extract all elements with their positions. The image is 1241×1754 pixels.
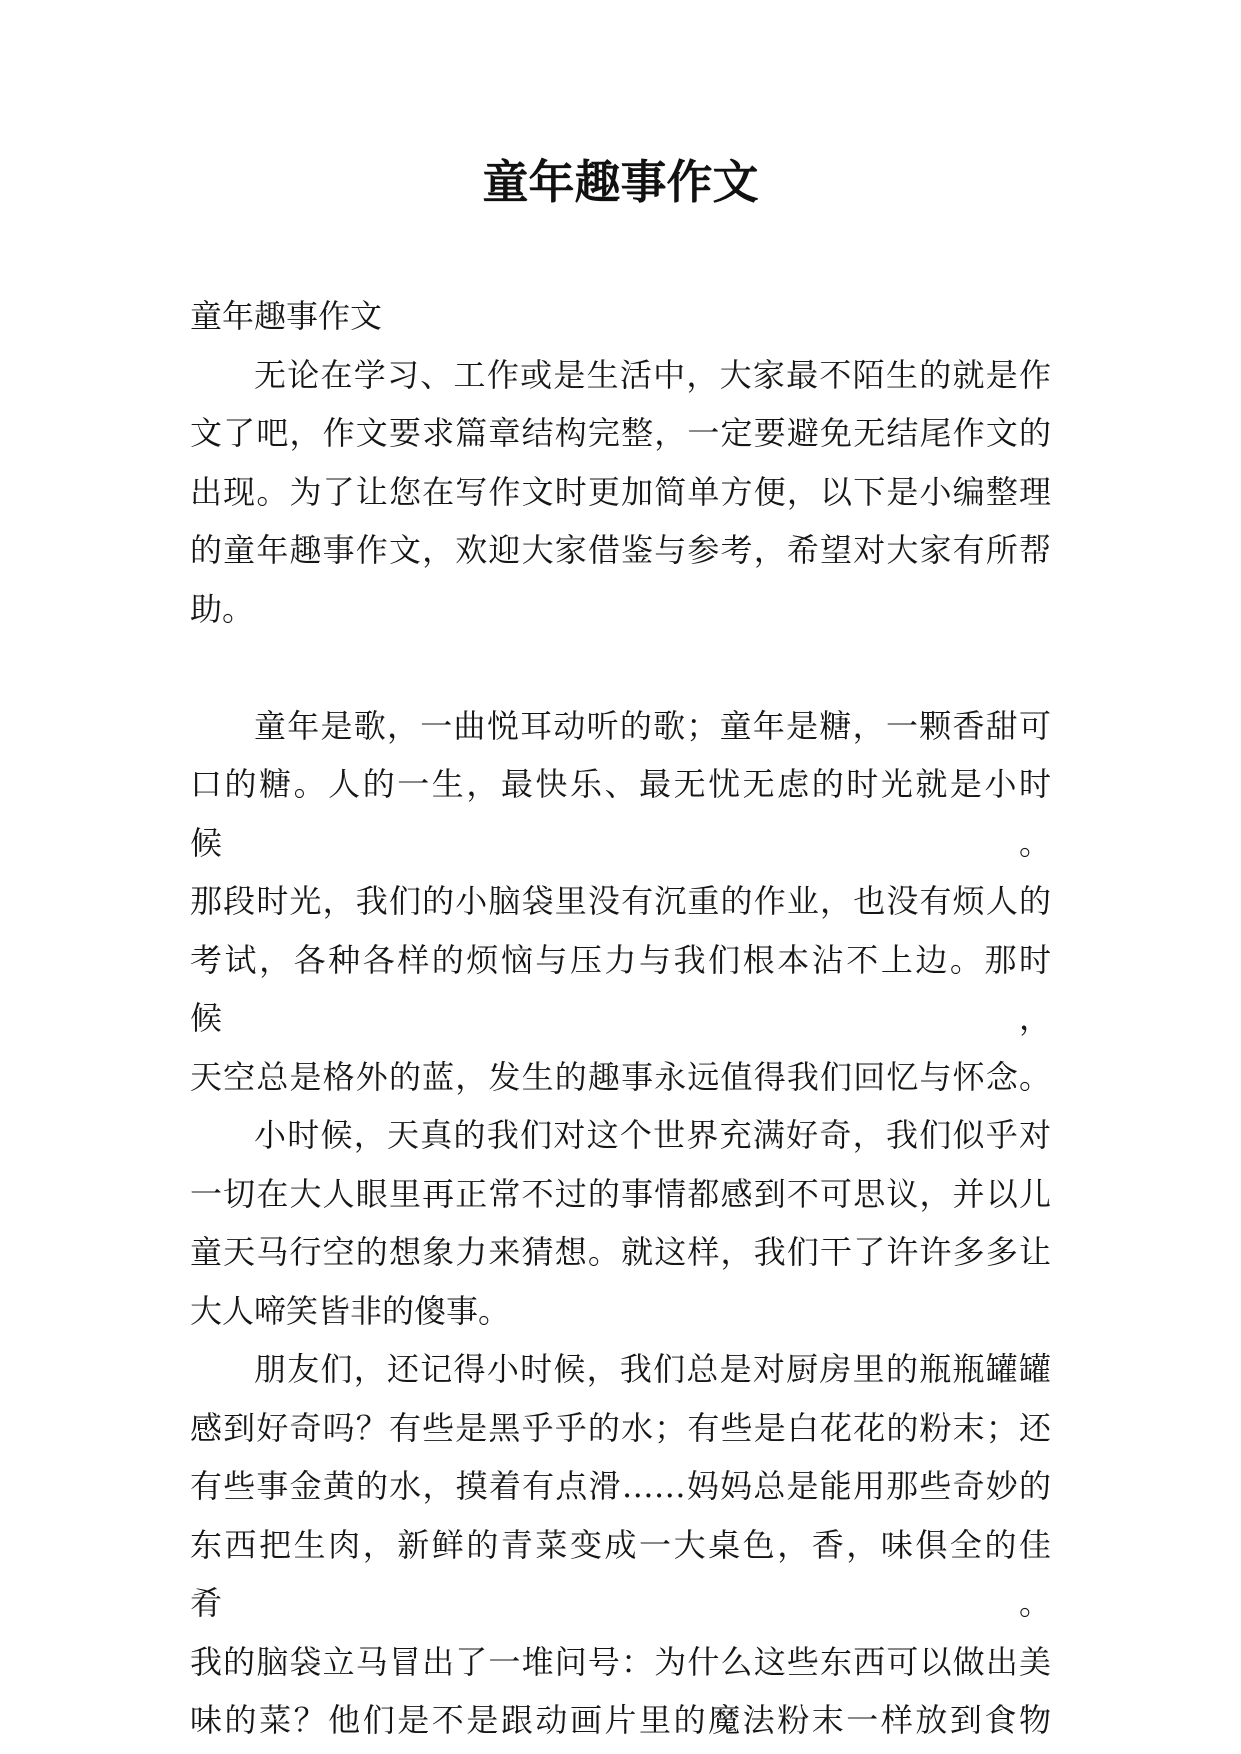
paragraph-line: 味的菜？他们是不是跟动画片里的魔法粉末一样放到食物 [190,1701,1051,1739]
paragraph-line: 朋友们，还记得小时候，我们总是对厨房里的瓶瓶罐罐 [254,1350,1051,1388]
paragraph-line: 的童年趣事作文，欢迎大家借鉴与参考，希望对大家有所帮 [190,531,1051,569]
paragraph-line: 考试，各种各样的烦恼与压力与我们根本沾不上边。那时候， [190,940,1051,1037]
paragraph-3 [190,1106,1051,1340]
document-title: 童年趣事作文 [482,155,759,209]
paragraph-line: 出现。为了让您在写作文时更加简单方便，以下是小编整理 [190,472,1051,511]
paragraph-line: 无论在学习、工作或是生活中，大家最不陌生的就是作 [254,355,1051,394]
blank-line [190,638,1051,697]
paragraph-line: 文了吧，作文要求篇章结构完整，一定要避免无结尾作文的 [190,414,1051,452]
document-subtitle: 童年趣事作文 [190,297,383,335]
paragraph-line: 童天马行空的想象力来猜想。就这样，我们干了许许多多让 [190,1233,1051,1271]
paragraph-1 [190,346,1051,639]
paragraph-4 [190,1340,1051,1750]
paragraph-line: 东西把生肉，新鲜的青菜变成一大桌色，香，味俱全的佳肴。 [190,1525,1051,1622]
paragraph-line: 助。 [190,589,255,628]
paragraph-line: 童年是歌，一曲悦耳动听的歌；童年是糖，一颗香甜可 [254,706,1051,745]
paragraph-line: 小时候，天真的我们对这个世界充满好奇，我们似乎对 [254,1116,1051,1154]
paragraph-line: 有些事金黄的水，摸着有点滑……妈妈总是能用那些奇妙的 [190,1467,1051,1505]
document-body [190,287,1051,1750]
paragraph-line: 一切在大人眼里再正常不过的事情都感到不可思议，并以儿 [190,1174,1051,1213]
paragraph-line: 大人啼笑皆非的傻事。 [190,1291,511,1330]
paragraph-line: 感到好奇吗？有些是黑乎乎的水；有些是白花花的粉末；还 [190,1408,1051,1447]
paragraph-line: 那段时光，我们的小脑袋里没有沉重的作业，也没有烦人的 [190,882,1051,920]
paragraph-2 [190,697,1051,1107]
paragraph-line: 我的脑袋立马冒出了一堆问号：为什么这些东西可以做出美 [190,1642,1051,1681]
paragraph-line: 天空总是格外的蓝，发生的趣事永远值得我们回忆与怀念。 [190,1057,1051,1096]
paragraph-line: 口的糖。人的一生，最快乐、最无忧无虑的时光就是小时候。 [190,765,1051,862]
